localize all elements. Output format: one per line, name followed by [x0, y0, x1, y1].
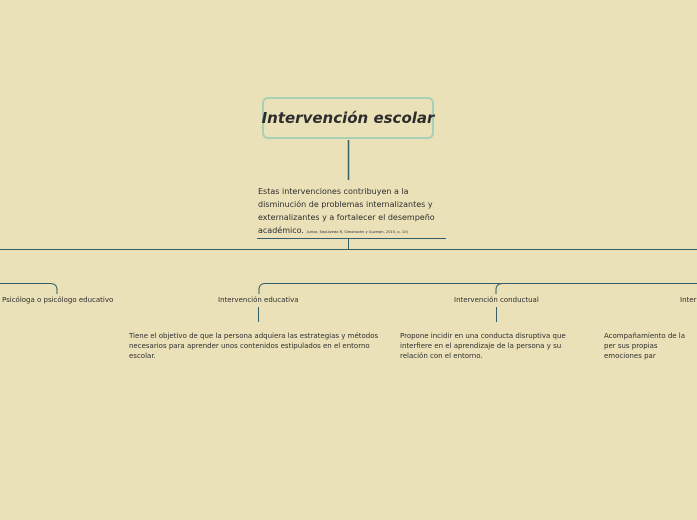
secondary-bus: [0, 284, 57, 295]
branch-hook-educativa: [259, 284, 265, 295]
description-text: Estas intervenciones contribuyen a la disminución de problemas internalizantes y externalizantes y a fortalecer el desempeño académico.: [258, 187, 435, 235]
root-title: Intervención escolar: [261, 109, 435, 127]
branch-hook-conductual: [496, 284, 503, 295]
leaf-intervencion-conductual[interactable]: Propone incidir en una conducta disruptiva que interfiere en el aprendizaje de la persona y su relación con el entorno.: [400, 332, 566, 360]
branch-intervencion-conductual[interactable]: Intervención conductual: [454, 296, 539, 304]
description-citation: (Leiva, Sepúlveda R, Simonsohn y Guzmán, 2015, p. 10): [306, 230, 408, 234]
branch-intervencion-cut[interactable]: Inter: [680, 296, 697, 304]
branch-psicologo[interactable]: Psicóloga o psicólogo educativo: [2, 296, 114, 304]
leaf-intervencion-cut[interactable]: Acompañamiento de la per sus propias emociones par: [604, 332, 686, 360]
root-node[interactable]: [262, 97, 434, 139]
branch-intervencion-educativa[interactable]: Intervención educativa: [218, 296, 299, 304]
leaf-intervencion-educativa[interactable]: Tiene el objetivo de que la persona adquiera las estrategias y métodos necesarios para aprender unos contenidos estipulados en el entorno escolar.: [129, 332, 379, 360]
description-node[interactable]: [258, 185, 446, 239]
